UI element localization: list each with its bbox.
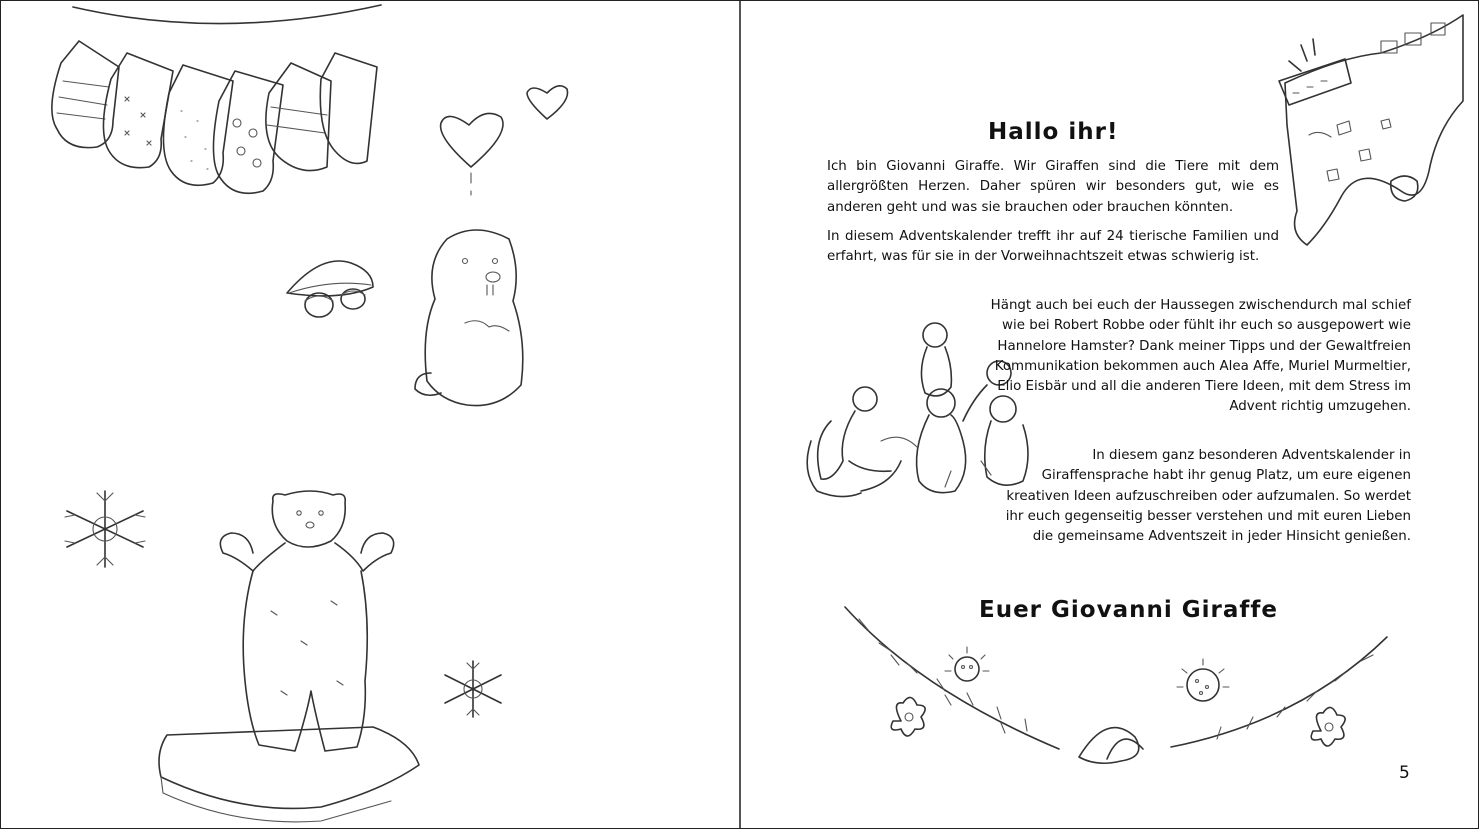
floral-garland-icon	[845, 607, 1387, 763]
polar-bear-icon	[159, 491, 419, 822]
paragraph-animals: Hängt auch bei euch der Haussegen zwischendurch mal schief wie bei Robert Robbe oder fühlt ihr euch so ausgepowert wie Hannelore Hamster? Dank meiner Tipps und der Gewaltfreien Kommunikation bekommen auch Alea Affe, Muriel Murmeltier, Elio Eisbär und all die anderen Tiere Ideen, mit dem Stress im Advent richtig umzugehen.	[990, 298, 1411, 415]
paragraph-calendar: In diesem Adventskalender trefft ihr auf 24 tierische Familien und erfahrt, was für sie in der Vorweihnachtszeit etwas schwierig ist.	[827, 229, 1279, 265]
hearts-icon	[441, 86, 568, 195]
left-page	[1, 1, 741, 828]
left-page-illustrations	[1, 1, 739, 828]
stockings-icon	[52, 5, 381, 193]
page-heading: Hallo ihr!	[988, 119, 1119, 145]
paragraph-intro: Ich bin Giovanni Giraffe. Wir Giraffen sind die Tiere mit dem allergrößten Herzen. Daher spüren wir besonders gut, wie es anderen geht und was sie brauchen oder brauchen könnten.	[827, 159, 1279, 215]
signature: Euer Giovanni Giraffe	[979, 597, 1278, 623]
snowflake-icon	[65, 491, 145, 567]
right-page	[741, 1, 1478, 828]
page-number: 5	[1399, 763, 1410, 783]
acorn-icon	[287, 261, 373, 317]
snowflake-icon	[445, 661, 501, 717]
paragraph-creative: In diesem ganz besonderen Adventskalender in Giraffensprache habt ihr genug Platz, um eure eigenen kreativen Ideen aufzuschreiben oder aufzumalen. So werdet ihr euch gegenseitig besser verstehen und mit euren Lieben die gemeinsame Adventszeit in jeder Hinsicht genießen.	[1005, 448, 1411, 545]
giraffe-icon	[1279, 15, 1463, 245]
marmot-icon	[415, 230, 523, 406]
